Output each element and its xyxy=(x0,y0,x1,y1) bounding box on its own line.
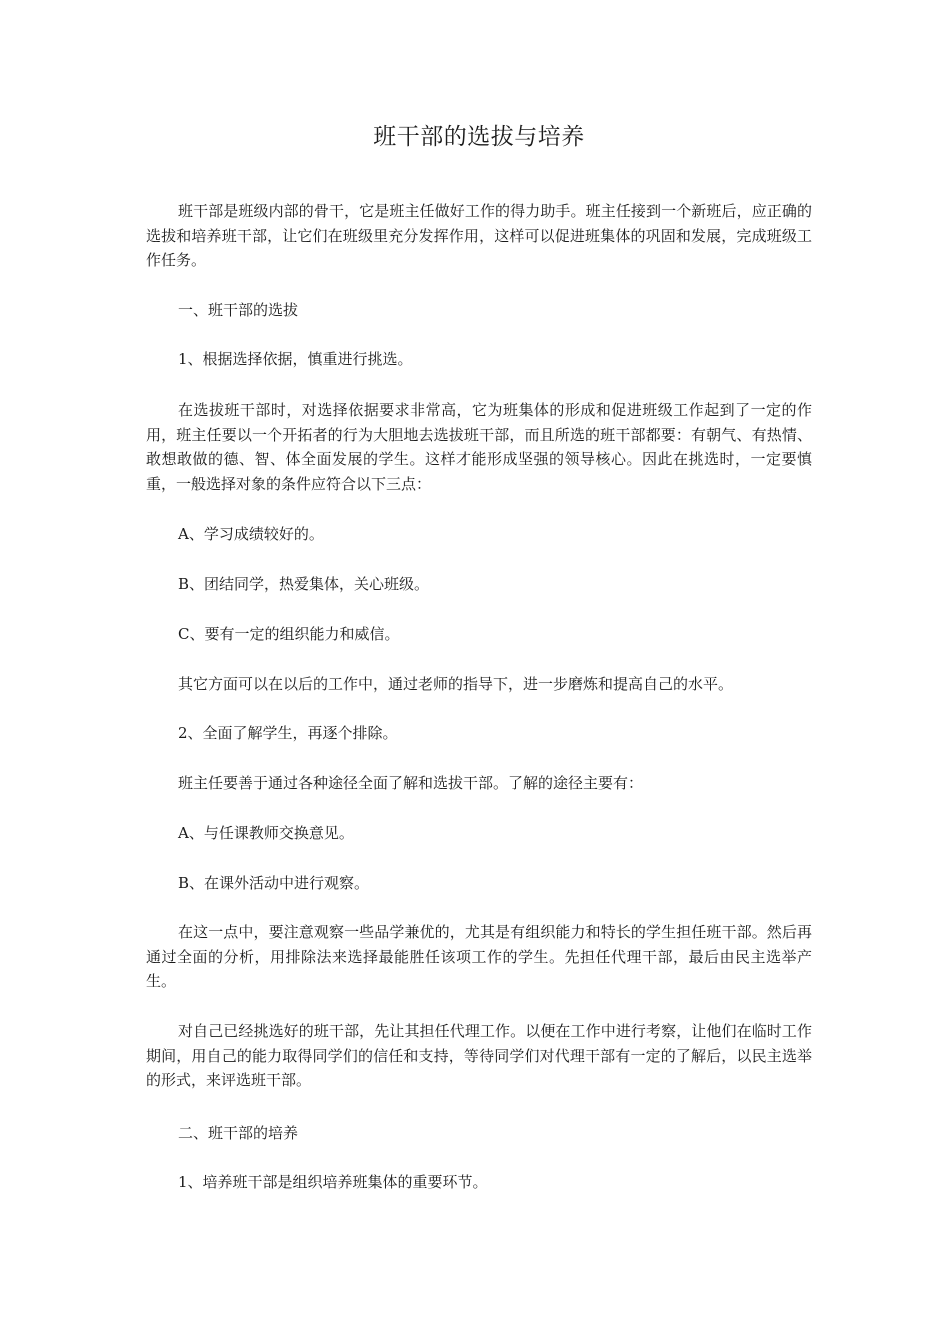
section-2-heading: 二、班干部的培养 xyxy=(178,1124,299,1142)
approaches-intro: 班主任要善于通过各种途径全面了解和选拔干部。了解的途径主要有： xyxy=(178,774,644,792)
approach-b: B、在课外活动中进行观察。 xyxy=(178,874,370,892)
section-2-point-1: 1、培养班干部是组织培养班集体的重要环节。 xyxy=(178,1173,488,1191)
section-1-point-1: 1、根据选择依据，慎重进行挑选。 xyxy=(178,350,413,368)
criterion-b: B、团结同学，热爱集体，关心班级。 xyxy=(178,575,430,593)
other-aspects-line: 其它方面可以在以后的工作中，通过老师的指导下，进一步磨炼和提高自己的水平。 xyxy=(178,675,734,693)
observation-paragraph: 在这一点中，要注意观察一些品学兼优的，尤其是有组织能力和特长的学生担任班干部。然后再通过全面的分析，用排除法来选择最能胜任该项工作的学生。先担任代理干部，最后由民主选举产生。 xyxy=(146,923,812,990)
intro-paragraph: 班干部是班级内部的骨干，它是班主任做好工作的得力助手。班主任接到一个新班后，应正确的选拔和培养班干部，让它们在班级里充分发挥作用，这样可以促进班集体的巩固和发展，完成班级工作任务。 xyxy=(146,202,812,269)
criterion-a: A、学习成绩较好的。 xyxy=(178,525,324,543)
selection-basis-paragraph: 在选拔班干部时，对选择依据要求非常高，它为班集体的形成和促进班级工作起到了一定的作用，班主任要以一个开拓者的行为大胆地去选拔班干部，而且所选的班干部都要：有朝气、有热情、敢想敢做的德、智、体全面发展的学生。这样才能形成坚强的领导核心。因此在挑选时，一定要慎重，一般选择对象的条件应符合以下三点： xyxy=(146,401,812,493)
approach-a: A、与任课教师交换意见。 xyxy=(178,824,354,842)
criterion-c: C、要有一定的组织能力和威信。 xyxy=(178,625,400,643)
section-1-heading: 一、班干部的选拔 xyxy=(178,301,299,319)
acting-cadre-paragraph: 对自己已经挑选好的班干部，先让其担任代理工作。以便在工作中进行考察，让他们在临时工作期间，用自己的能力取得同学们的信任和支持，等待同学们对代理干部有一定的了解后，以民主选举的形式，来评选班干部。 xyxy=(146,1022,812,1089)
section-1-point-2: 2、全面了解学生，再逐个排除。 xyxy=(178,724,398,742)
document-title: 班干部的选拔与培养 xyxy=(373,124,585,150)
